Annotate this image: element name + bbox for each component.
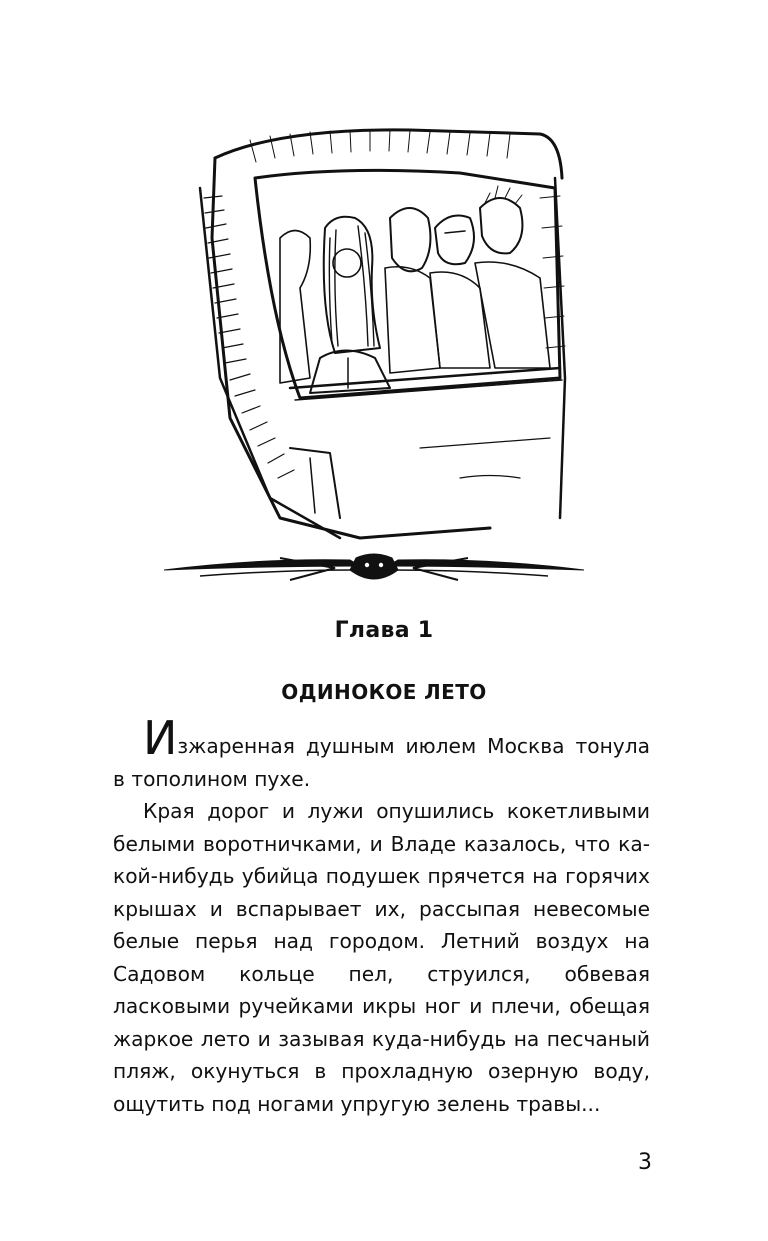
chapter-text (113, 711, 650, 1120)
winged-ornament-icon (164, 554, 584, 580)
chapter-number: Глава 1 (334, 618, 434, 643)
page-number: 3 (638, 1150, 652, 1175)
bus-window-illustration-icon (160, 118, 588, 588)
drop-cap: И (143, 711, 178, 765)
chapter-illustration (160, 118, 588, 588)
paragraph-2: Края дорог и лужи опушились кокетливыми белыми воротничками, и Владе казалось, что какой-нибудь убийца подушек прячется на горячих крышах и вспарывает их, рассыпая невесомые белые перья над городом. Летний воздух на Садовом кольце пел, струился, обвевая ласковыми ручейками икры ног и плечи, обещая жаркое лето и зазывая куда-нибудь на песчаный пляж, окунуться в прохладную озерную воду, ощутить под ногами упругую зелень травы... (113, 799, 650, 1116)
paragraph-1 (113, 711, 650, 795)
chapter-title: ОДИНОКОЕ ЛЕТО (281, 680, 487, 704)
paragraph-1-text: зжаренная душным июлем Москва тонула в тополином пухе. (113, 734, 650, 791)
